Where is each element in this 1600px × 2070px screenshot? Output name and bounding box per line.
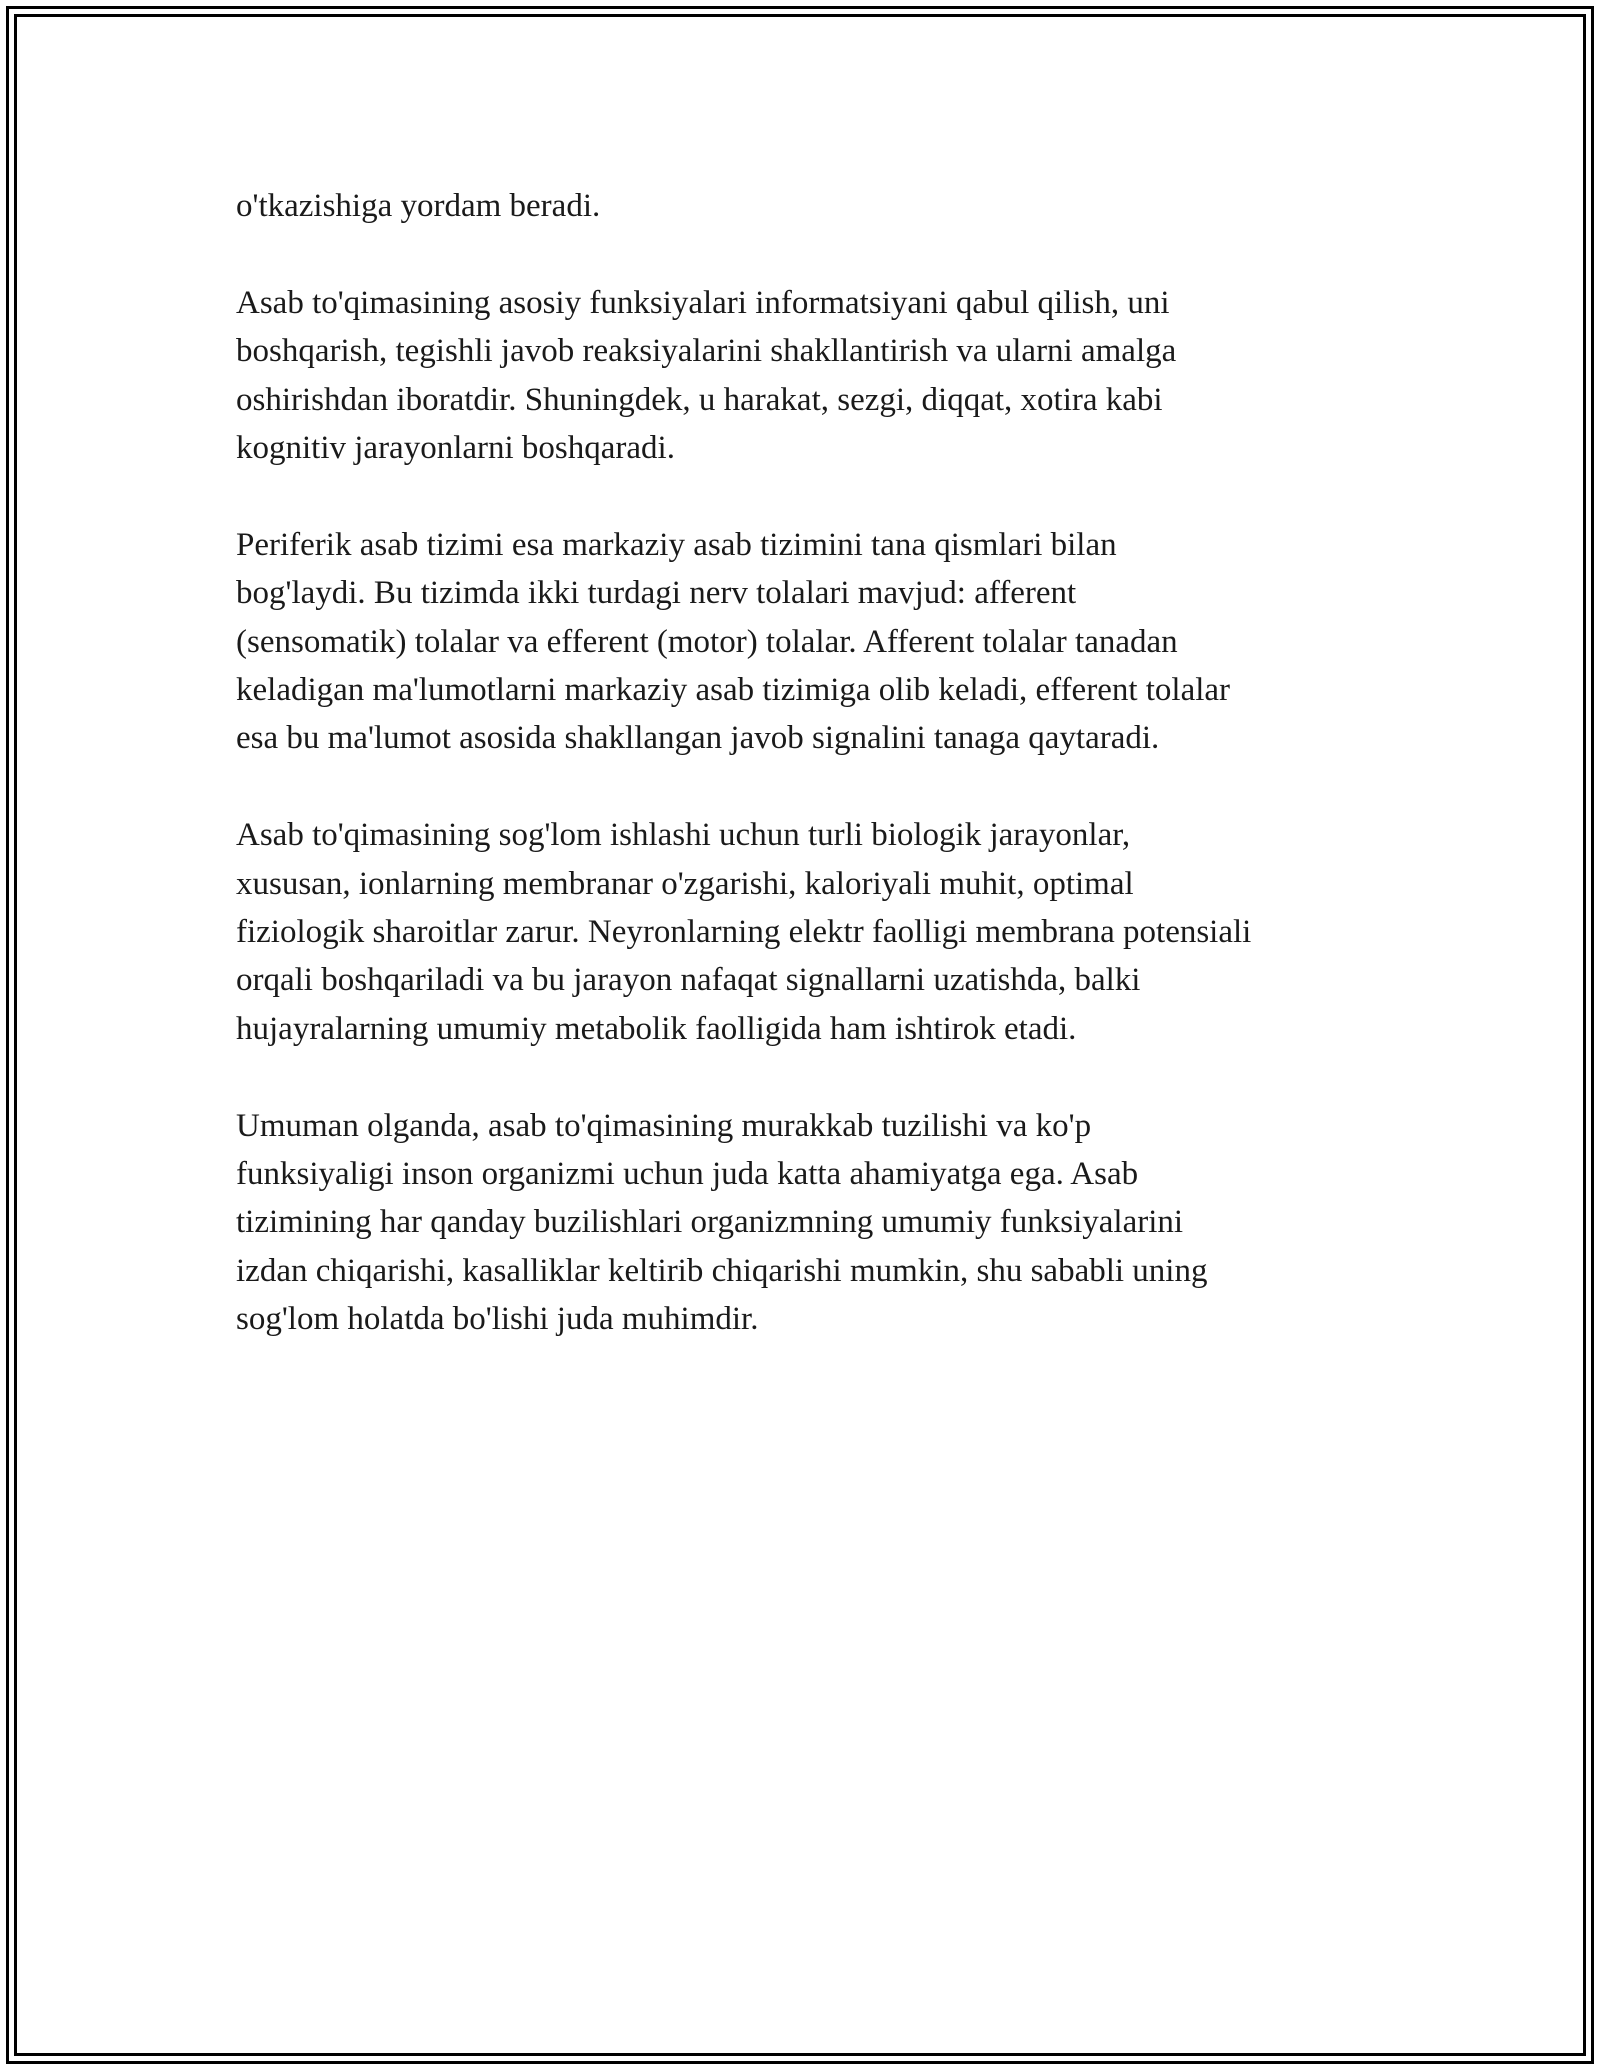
- text-line: Periferik asab tizimi esa markaziy asab tizimini tana qismlari bilan: [236, 526, 1117, 563]
- text-line: hujayralarning umumiy metabolik faolligida ham ishtirok etadi.: [236, 1010, 1077, 1047]
- document-body: [236, 182, 1436, 1392]
- text-line: funksiyaligi inson organizmi uchun juda katta ahamiyatga ega. Asab: [236, 1156, 1139, 1193]
- text-line: o'tkazishiga yordam beradi.: [236, 188, 601, 224]
- text-line: xususan, ionlarning membranar o'zgarishi, kaloriyali muhit, optimal: [236, 865, 1134, 902]
- text-line: Asab to'qimasining sog'lom ishlashi uchun turli biologik jarayonlar,: [236, 817, 1131, 854]
- text-line: oshirishdan iboratdir. Shuningdek, u harakat, sezgi, diqqat, xotira kabi: [236, 381, 1163, 418]
- text-line: boshqarish, tegishli javob reaksiyalarini shakllantirish va ularni amalga: [236, 333, 1177, 370]
- text-line: fiziologik sharoitlar zarur. Neyronlarning elektr faolligi membrana potensiali: [236, 914, 1252, 951]
- text-line: izdan chiqarishi, kasalliklar keltirib chiqarishi mumkin, shu sababli uning: [236, 1252, 1208, 1289]
- paragraph-4: [236, 811, 1436, 1053]
- text-line: keladigan ma'lumotlarni markaziy asab tizimiga olib keladi, efferent tolalar: [236, 672, 1231, 709]
- paragraph-5: [236, 1102, 1436, 1344]
- text-line: kognitiv jarayonlarni boshqaradi.: [236, 430, 675, 467]
- text-line: tizimining har qanday buzilishlari organizmning umumiy funksiyalarini: [236, 1204, 1184, 1241]
- text-line: (sensomatik) tolalar va efferent (motor) tolalar. Afferent tolalar tanadan: [236, 623, 1178, 660]
- text-line: sog'lom holatda bo'lishi juda muhimdir.: [236, 1301, 759, 1338]
- text-line: bog'laydi. Bu tizimda ikki turdagi nerv tolalari mavjud: afferent: [236, 575, 1077, 612]
- text-line: Asab to'qimasining asosiy funksiyalari informatsiyani qabul qilish, uni: [236, 284, 1170, 321]
- paragraph-1: [236, 182, 1436, 230]
- text-line: esa bu ma'lumot asosida shakllangan javob signalini tanaga qaytaradi.: [236, 720, 1160, 757]
- text-line: orqali boshqariladi va bu jarayon nafaqat signallarni uzatishda, balki: [236, 962, 1141, 999]
- paragraph-3: [236, 521, 1436, 763]
- paragraph-2: [236, 279, 1436, 473]
- text-line: Umuman olganda, asab to'qimasining murakkab tuzilishi va ko'p: [236, 1107, 1092, 1144]
